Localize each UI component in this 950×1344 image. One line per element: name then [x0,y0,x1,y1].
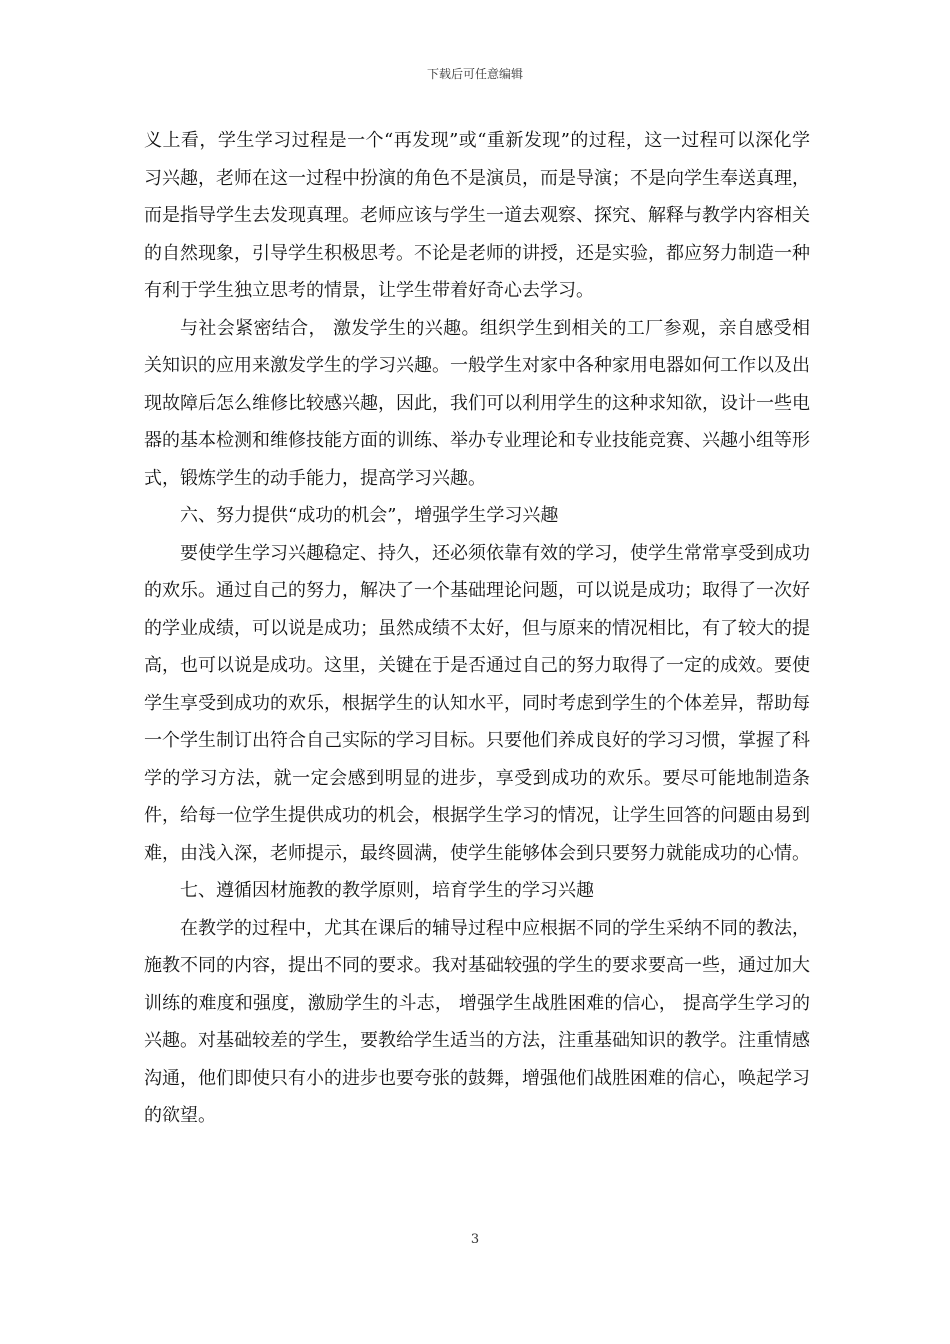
paragraph-success-opportunity: 要使学生学习兴趣稳定、持久，还必须依靠有效的学习，使学生常常享受到成功的欢乐。通过自己的努力，解决了一个基础理论问题，可以说是成功；取得了一次好的学业成绩，可以说是成功；虽然成绩不太好，但与原来的情况相比，有了较大的提高，也可以说是成功。这里，关键在于是否通过自己的努力取得了一定的成效。要使学生享受到成功的欢乐，根据学生的认知水平，同时考虑到学生的个体差异，帮助每一个学生制订出符合自己实际的学习目标。只要他们养成良好的学习习惯，掌握了科学的学习方法，就一定会感到明显的进步，享受到成功的欢乐。要尽可能地制造条件，给每一位学生提供成功的机会，根据学生学习的情况，让学生回答的问题由易到难，由浅入深，老师提示，最终圆满，使学生能够体会到只要努力就能成功的心情。 [144,542,810,864]
document-body [144,122,810,1135]
page-header: 下载后可任意编辑 [426,67,523,81]
paragraph-society-connection: 与社会紧密结合， 激发学生的兴趣。组织学生到相关的工厂参观，亲自感受相关知识的应用来激发学生的学习兴趣。一般学生对家中各种家用电器如何工作以及出现故障后怎么维修比较感兴趣，因此，我们可以利用学生的这种求知欲，设计一些电器的基本检测和维修技能方面的训练、举办专业理论和专业技能竞赛、兴趣小组等形式，锻炼学生的动手能力，提高学习兴趣。 [144,317,810,489]
section-heading-six: 六、努力提供“成功的机会”，增强学生学习兴趣 [180,505,559,526]
paragraph-continuation: 义上看，学生学习过程是一个“再发现”或“重新发现”的过程，这一过程可以深化学习兴趣，老师在这一过程中扮演的角色不是演员，而是导演；不是向学生奉送真理，而是指导学生去发现真理。老师应该与学生一道去观察、探究、解释与教学内容相关的自然现象，引导学生积极思考。不论是老师的讲授，还是实验，都应努力制造一种有利于学生独立思考的情景，让学生带着好奇心去学习。 [144,130,810,301]
paragraph-individualized-teaching: 在教学的过程中，尤其在课后的辅导过程中应根据不同的学生采纳不同的教法，施教不同的内容，提出不同的要求。我对基础较强的学生的要求要高一些，通过加大训练的难度和强度，激励学生的斗志， 增强学生战胜困难的信心， 提高学生学习的兴趣。对基础较差的学生，要教给学生适当的方法，注重基础知识的教学。注重情感沟通，他们即使只有小的进步也要夸张的鼓舞，增强他们战胜困难的信心，唤起学习的欲望。 [144,917,810,1126]
section-heading-seven: 七、遵循因材施教的教学原则，培育学生的学习兴趣 [180,880,594,901]
page-number: 3 [470,1232,480,1247]
